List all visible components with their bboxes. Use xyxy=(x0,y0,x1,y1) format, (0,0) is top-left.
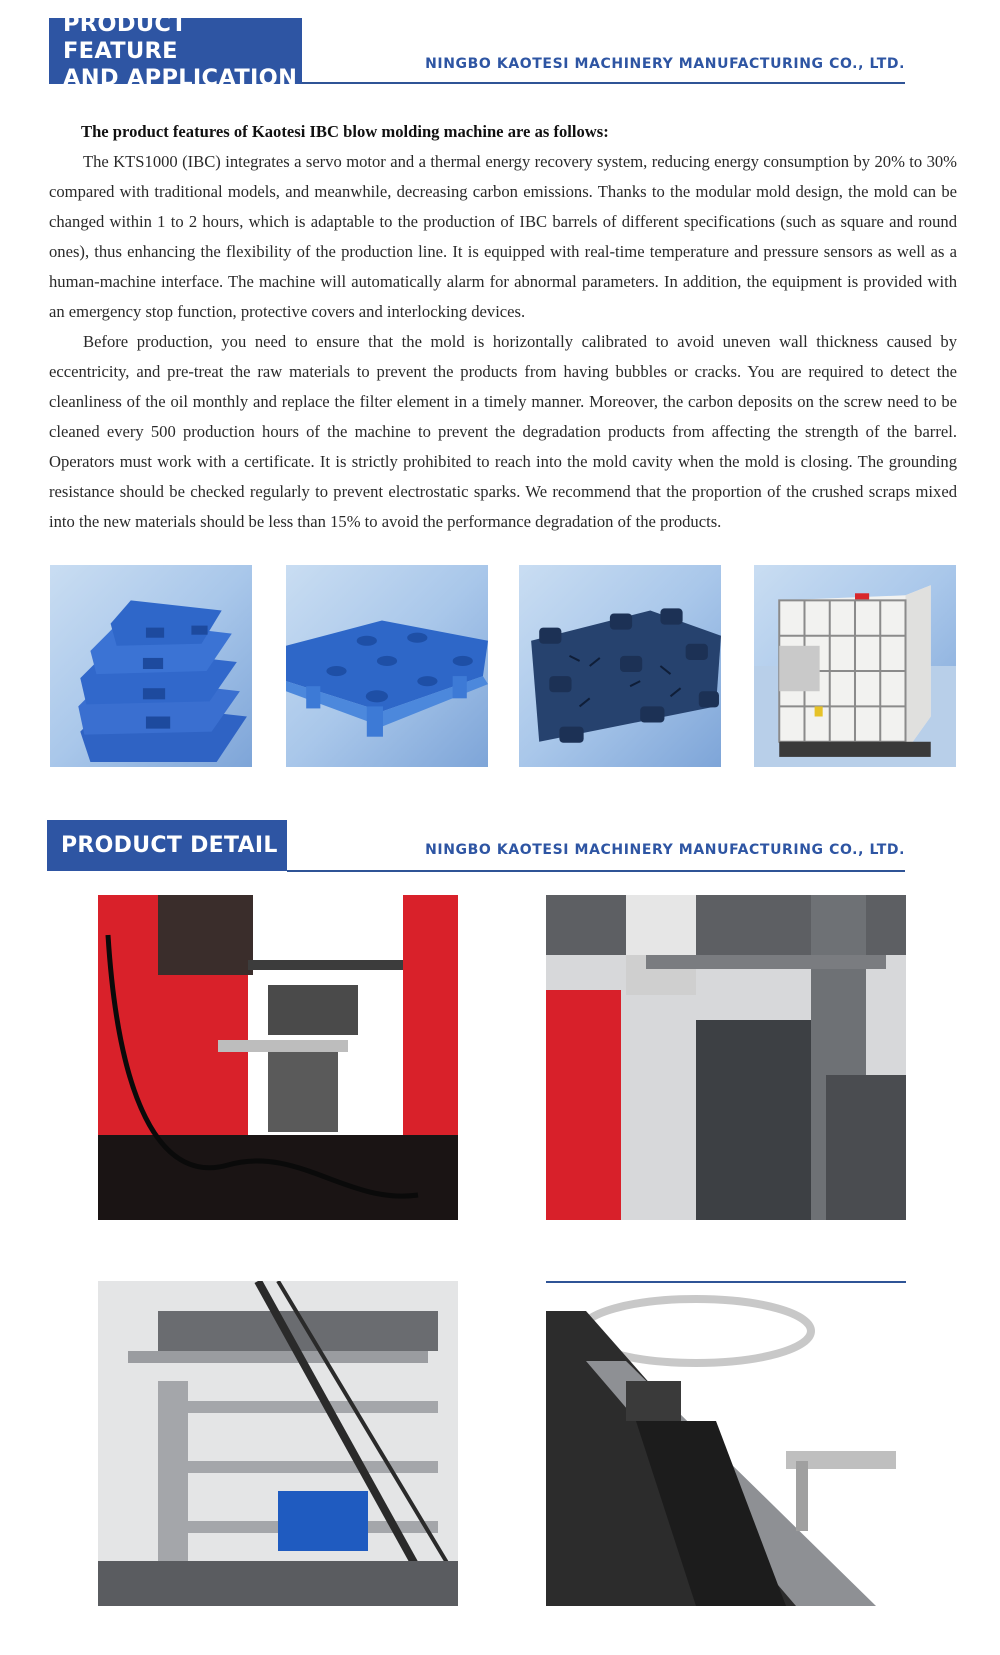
detail-image-handling-mechanism xyxy=(546,1281,906,1606)
detail-image-machine-frame xyxy=(98,1281,458,1606)
product-image-nestable-pallet xyxy=(286,565,488,767)
product-image-stacked-pallets xyxy=(50,565,252,767)
feature-lead: The product features of Kaotesi IBC blow molding machine are as follows: xyxy=(81,122,609,141)
nestable-pallet-icon xyxy=(286,565,488,767)
dark-pallet-icon xyxy=(519,565,721,767)
detail-title-box xyxy=(47,820,287,871)
clamping-unit-icon xyxy=(98,895,458,1220)
product-gallery xyxy=(0,565,1000,769)
feature-title-line1: PRODUCT FEATURE xyxy=(63,10,187,64)
feature-section-header xyxy=(49,10,905,91)
handling-mechanism-icon xyxy=(546,1281,906,1606)
company-name: NINGBO KAOTESI MACHINERY MANUFACTURING CO., LTD. xyxy=(425,56,905,72)
feature-description xyxy=(49,117,957,537)
detail-image-die-head xyxy=(546,895,906,1220)
feature-title-box xyxy=(49,10,302,91)
header-divider xyxy=(287,870,905,872)
stacked-pallets-icon xyxy=(50,565,252,767)
detail-section-header xyxy=(47,820,905,872)
detail-title: PRODUCT DETAIL xyxy=(61,833,278,858)
die-head-icon xyxy=(546,895,906,1220)
feature-title-line2: AND APPLICATION xyxy=(63,64,298,91)
detail-image-clamping-unit xyxy=(98,895,458,1220)
product-image-ibc-tote xyxy=(754,565,956,767)
ibc-tote-icon xyxy=(754,565,956,767)
product-image-dark-pallet xyxy=(519,565,721,767)
company-name: NINGBO KAOTESI MACHINERY MANUFACTURING CO., LTD. xyxy=(425,842,905,858)
header-divider xyxy=(302,82,905,84)
feature-paragraph-1: The KTS1000 (IBC) integrates a servo motor and a thermal energy recovery system, reducing energy consumption by 20% to 30% compared with traditional models, and meanwhile, decreasing carbon emissions. Thanks to the modular mold design, the mold can be changed within 1 to 2 hours, which is adaptable to the production of IBC barrels of different specifications (such as square and round ones), thus enhancing the flexibility of the production line. It is equipped with real-time temperature and pressure sensors as well as a human-machine interface. The machine will automatically alarm for abnormal parameters. In addition, the equipment is provided with an emergency stop function, protective covers and interlocking devices. xyxy=(49,152,957,321)
machine-frame-icon xyxy=(98,1281,458,1606)
feature-paragraph-2: Before production, you need to ensure that the mold is horizontally calibrated to avoid uneven wall thickness caused by eccentricity, and pre-treat the raw materials to prevent the products from having bubbles or cracks. You are required to detect the cleanliness of the oil monthly and replace the filter element in a timely manner. Moreover, the carbon deposits on the screw need to be cleaned every 500 production hours of the machine to prevent the degradation products from affecting the strength of the barrel. Operators must work with a certificate. It is strictly prohibited to reach into the mold cavity when the mold is closing. The grounding resistance should be checked regularly to prevent electrostatic sparks. We recommend that the proportion of the crushed scraps mixed into the new materials should be less than 15% to avoid the performance degradation of the products. xyxy=(49,332,957,531)
